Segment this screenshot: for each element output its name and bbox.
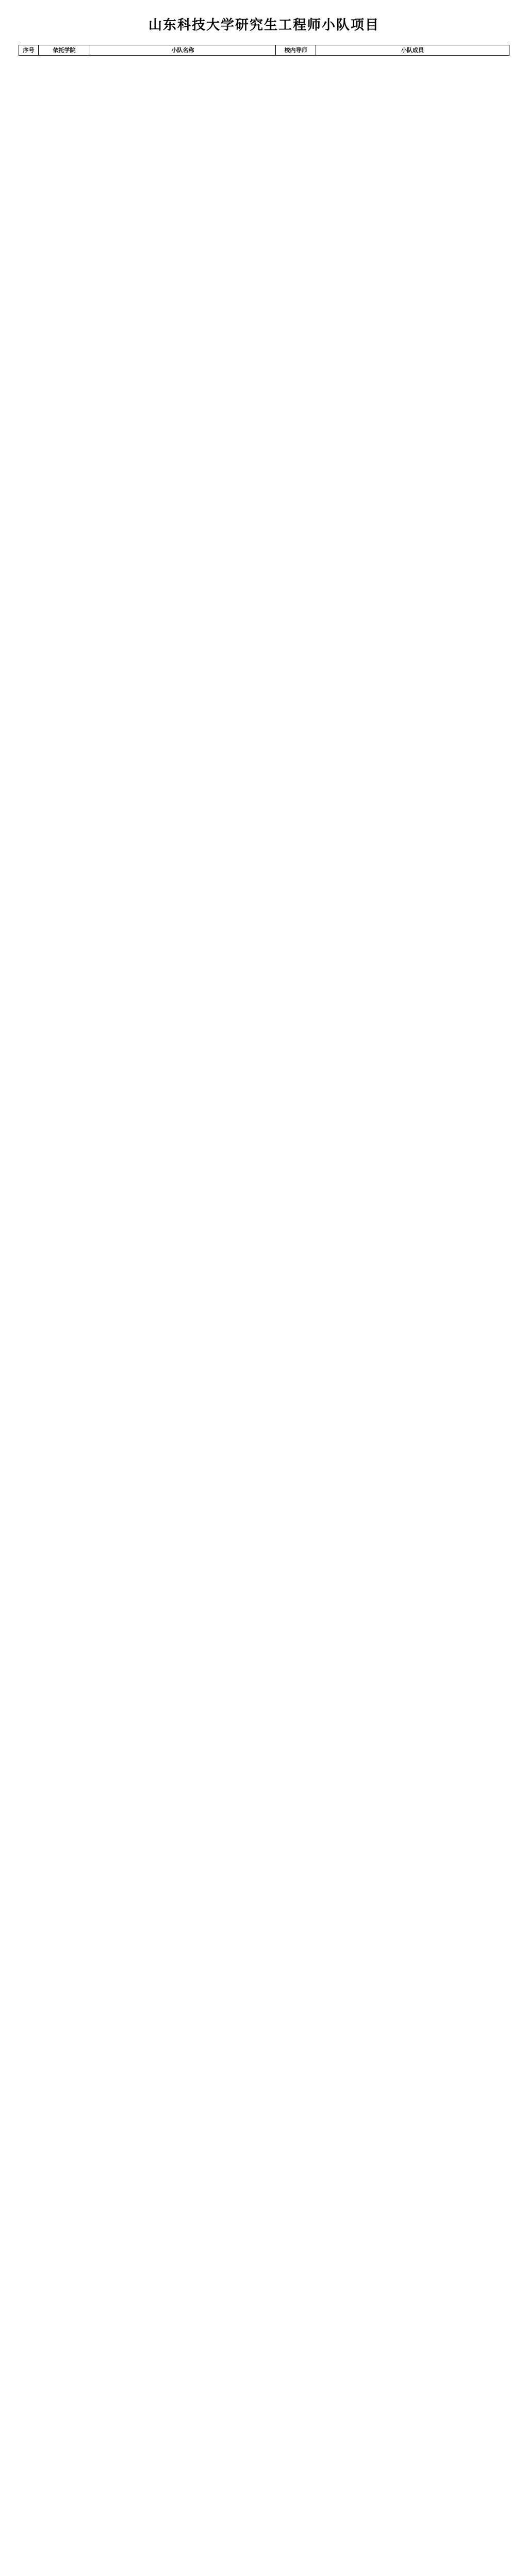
- header-team: 小队名称: [90, 45, 276, 56]
- header-college: 依托学院: [39, 45, 90, 56]
- table-header: [19, 45, 509, 56]
- document-page: [0, 0, 528, 76]
- document-title: 山东科技大学研究生工程师小队项目: [148, 18, 380, 33]
- header-members: 小队成员: [316, 45, 509, 56]
- header-row: [19, 45, 509, 56]
- header-no: 序号: [19, 45, 39, 56]
- header-mentor: 校内导师: [276, 45, 316, 56]
- project-table: [19, 45, 509, 56]
